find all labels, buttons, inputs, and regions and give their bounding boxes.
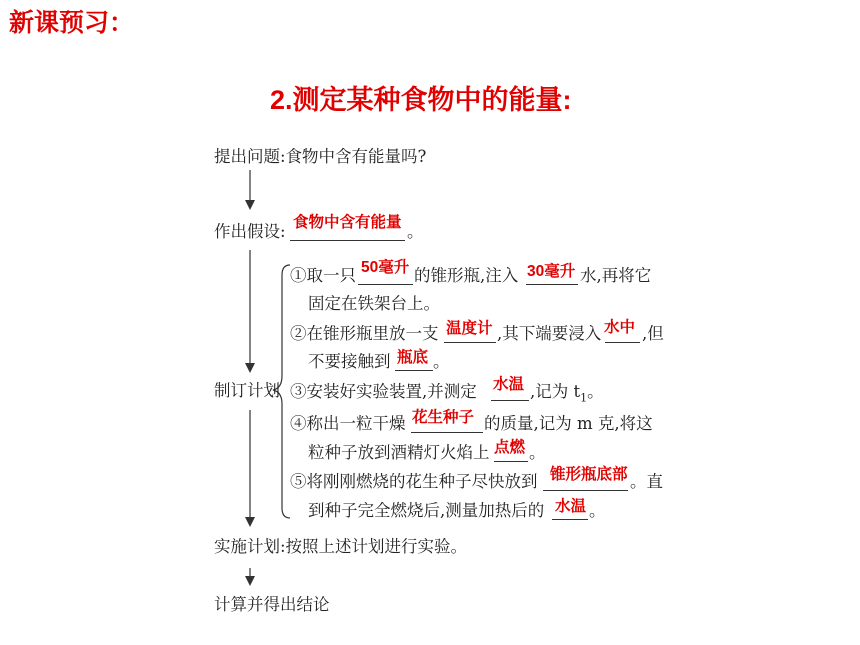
step1-text-c: 水,再将它 [580, 266, 652, 285]
answer-9: 锥形瓶底部 [550, 466, 628, 483]
answer-8: 点燃 [494, 439, 526, 456]
blank-8 [494, 461, 528, 462]
step5-text-b: 。直 [630, 472, 663, 491]
step3-text-b [530, 382, 604, 408]
blank-1 [358, 284, 413, 285]
conclusion-text: 计算并得出结论 [214, 595, 330, 614]
blank-9 [543, 490, 628, 491]
blank-6 [491, 400, 529, 401]
answer-5: 瓶底 [397, 349, 429, 366]
hypothesis-answer: 食物中含有能量 [293, 214, 402, 231]
step5-text-c: 到种子完全燃烧后,测量加热后的 [308, 501, 545, 520]
question-text: 提出问题:食物中含有能量吗? [214, 147, 427, 166]
answer-7: 花生种子 [412, 409, 475, 426]
arrow-head-2 [245, 363, 255, 373]
arrow-head-4 [245, 576, 255, 586]
step2-text-e: 。 [433, 352, 450, 371]
page-title: 2.测定某种食物中的能量: [270, 85, 572, 115]
step2-text-b: ,其下端要浸入 [497, 324, 602, 343]
blank-7 [411, 432, 483, 433]
step5-text-a: ⑤将刚刚燃烧的花生种子尽快放到 [290, 472, 538, 491]
answer-6: 水温 [493, 376, 525, 393]
hypothesis-prefix: 作出假设: [214, 222, 286, 241]
step3-text-b-main: ,记为 t [530, 382, 581, 401]
step4-text-c: 粒种子放到酒精灯火焰上 [308, 443, 490, 462]
step1-text-b: 的锥形瓶,注入 [414, 266, 519, 285]
arrow-head-3 [245, 517, 255, 527]
step2-text-d: 不要接触到 [308, 352, 391, 371]
step4-text-b: 的质量,记为 m 克,将这 [484, 414, 653, 433]
step4-text-a: ④称出一粒干燥 [290, 414, 406, 433]
answer-3: 温度计 [446, 320, 493, 337]
step3-text-c: 。 [587, 382, 604, 401]
step1-text-d: 固定在铁架台上。 [308, 294, 440, 313]
step3-subscript: 1 [580, 391, 588, 405]
blank-5 [395, 370, 433, 371]
arrow-head-1 [245, 200, 255, 210]
step5-text-d: 。 [589, 501, 606, 520]
blank-4 [605, 342, 640, 343]
implement-text: 实施计划:按照上述计划进行实验。 [214, 537, 468, 556]
blank-2 [526, 284, 578, 285]
plan-label: 制订计划 [214, 381, 280, 400]
hypothesis-blank [290, 240, 405, 241]
step1-text-a: ①取一只 [290, 266, 356, 285]
answer-10: 水温 [555, 498, 587, 515]
blank-3 [444, 342, 496, 343]
section-header: 新课预习： [9, 9, 135, 37]
step3-text-a: ③安装好实验装置,并测定 [290, 382, 477, 401]
step2-text-c: ,但 [642, 324, 664, 343]
hypothesis-suffix: 。 [407, 222, 424, 241]
answer-2: 30毫升 [527, 263, 576, 280]
step4-text-d: 。 [529, 443, 546, 462]
step2-text-a: ②在锥形瓶里放一支 [290, 324, 439, 343]
blank-10 [552, 519, 588, 520]
answer-4: 水中 [604, 319, 636, 336]
answer-1: 50毫升 [361, 259, 410, 276]
